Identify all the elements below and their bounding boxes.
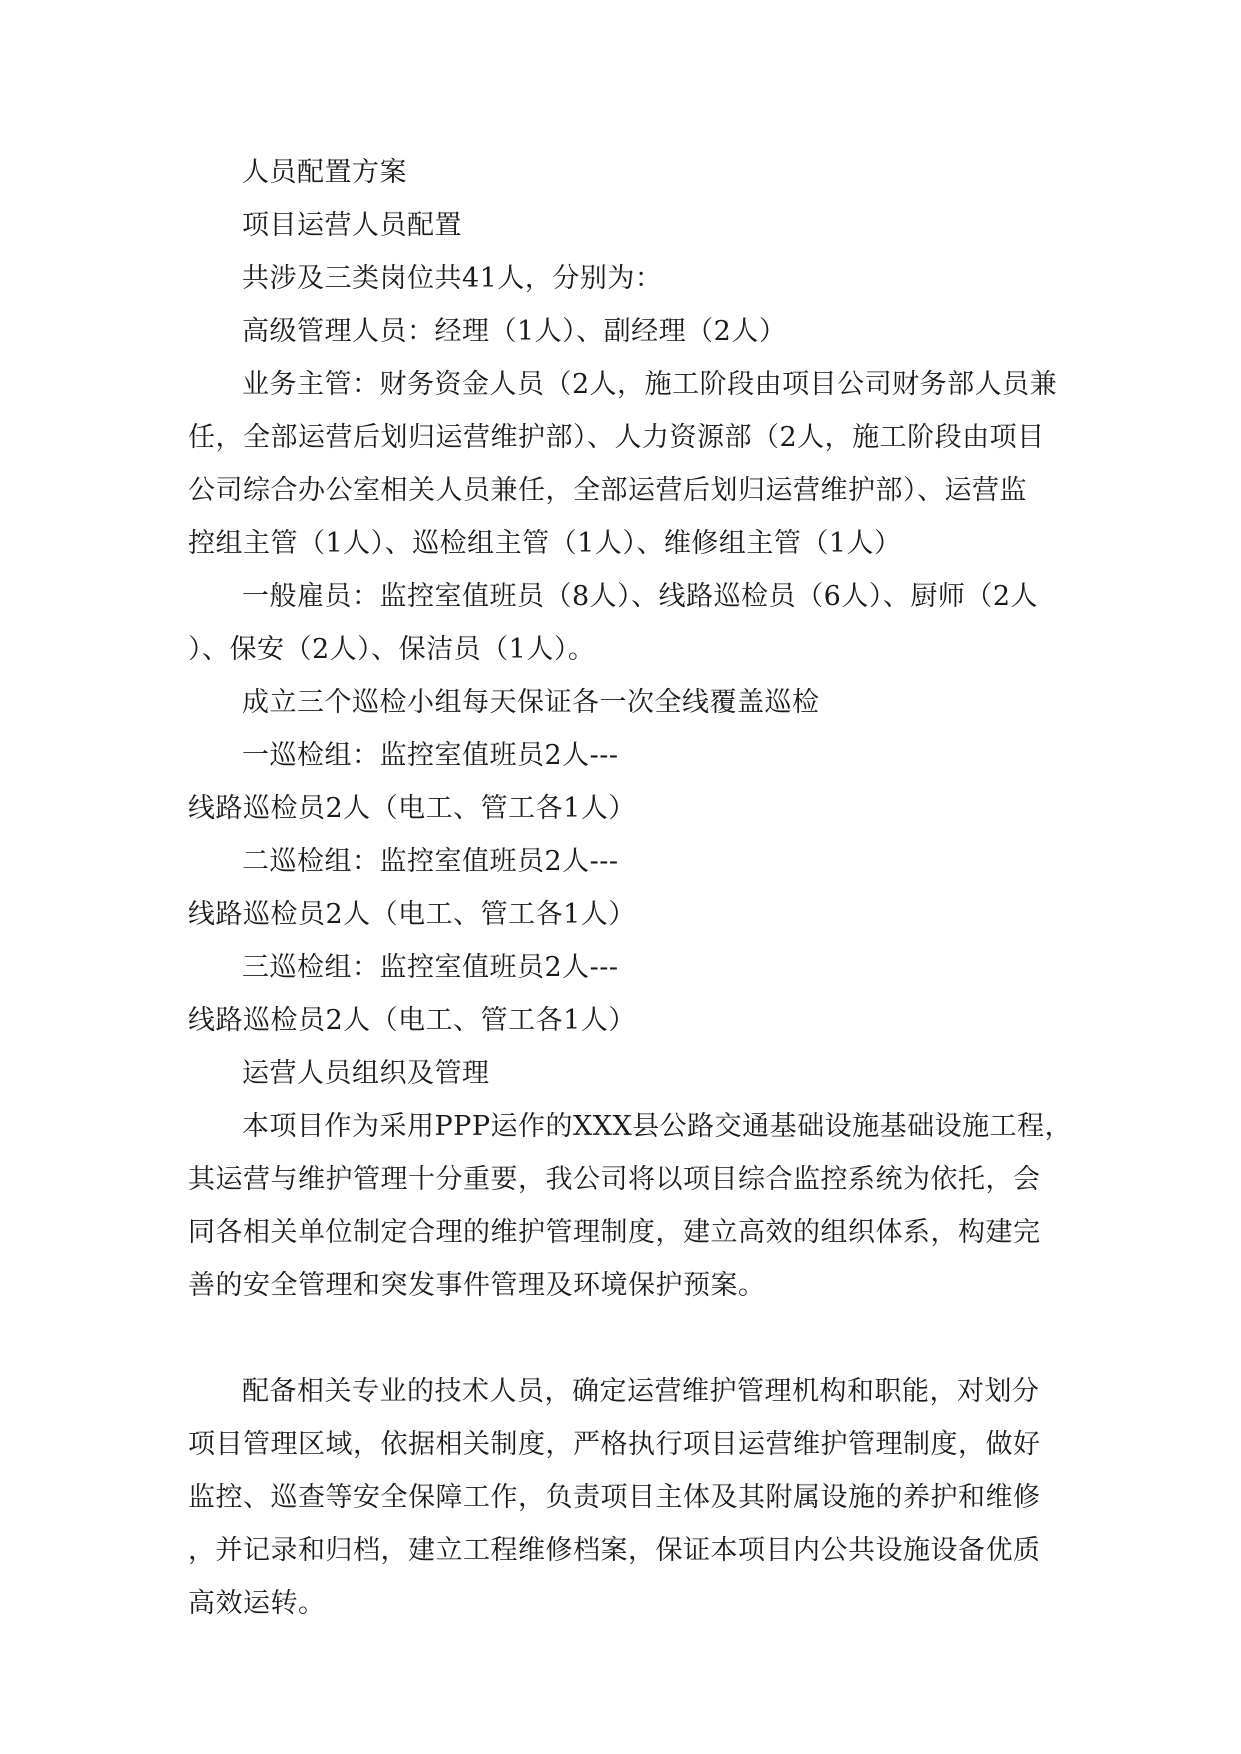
paragraph-line: 任，全部运营后划归运营维护部）、人力资源部（2人，施工阶段由项目 [188, 422, 1045, 453]
paragraph-line: 监控、巡查等安全保障工作，负责项目主体及其附属设施的养护和维修 [188, 1482, 1041, 1513]
paragraph-spacer [188, 1312, 1040, 1365]
general-staff-paragraph [188, 570, 1040, 676]
paragraph-line: ）、保安（2人）、保洁员（1人）。 [188, 634, 596, 665]
management-paragraph-2 [188, 1365, 1040, 1630]
document-body [188, 146, 1073, 1630]
paragraph-line: 公司综合办公室相关人员兼任，全部运营后划归运营维护部）、运营监 [188, 475, 1027, 506]
patrol-group-line: 一巡检组：监控室值班员2人--- [242, 740, 619, 771]
business-supervisors-paragraph [188, 358, 1058, 570]
patrol-group [188, 729, 1040, 835]
patrol-group [188, 835, 1040, 941]
patrol-group-line: 线路巡检员2人（电工、管工各1人） [188, 1005, 636, 1036]
senior-management: 高级管理人员：经理（1人）、副经理（2人） [242, 316, 787, 347]
paragraph-line: 配备相关专业的技术人员，确定运营维护管理机构和职能，对划分 [242, 1376, 1040, 1407]
patrol-group-line: 二巡检组：监控室值班员2人--- [242, 846, 619, 877]
paragraph-line: 高效运转。 [188, 1588, 326, 1619]
paragraph-line: 其运营与维护管理十分重要，我公司将以项目综合监控系统为依托，会 [188, 1164, 1041, 1195]
section-heading-management: 运营人员组织及管理 [242, 1058, 490, 1089]
paragraph-line: 项目管理区域，依据相关制度，严格执行项目运营维护管理制度，做好 [188, 1429, 1041, 1460]
paragraph-line: 一般雇员：监控室值班员（8人）、线路巡检员（6人）、厨师（2人 [242, 581, 1039, 612]
patrol-group [188, 941, 1040, 1047]
staff-summary: 共涉及三类岗位共41人，分别为： [242, 263, 663, 294]
paragraph-line: 本项目作为采用PPP运作的XXX县公路交通基础设施基础设施工程， [242, 1111, 1073, 1142]
paragraph-line: ，并记录和归档，建立工程维修档案，保证本项目内公共设施设备优质 [188, 1535, 1041, 1566]
patrol-group-line: 三巡检组：监控室值班员2人--- [242, 952, 619, 983]
patrol-group-line: 线路巡检员2人（电工、管工各1人） [188, 793, 636, 824]
section-heading-staffing: 项目运营人员配置 [242, 210, 462, 241]
document-title: 人员配置方案 [242, 157, 407, 188]
paragraph-line: 业务主管：财务资金人员（2人，施工阶段由项目公司财务部人员兼 [242, 369, 1058, 400]
management-paragraph-1 [188, 1100, 1073, 1312]
patrol-group-line: 线路巡检员2人（电工、管工各1人） [188, 899, 636, 930]
paragraph-line: 善的安全管理和突发事件管理及环境保护预案。 [188, 1270, 766, 1301]
patrol-intro: 成立三个巡检小组每天保证各一次全线覆盖巡检 [242, 687, 820, 718]
paragraph-line: 同各相关单位制定合理的维护管理制度，建立高效的组织体系，构建完 [188, 1217, 1041, 1248]
paragraph-line: 控组主管（1人）、巡检组主管（1人）、维修组主管（1人） [188, 528, 902, 559]
